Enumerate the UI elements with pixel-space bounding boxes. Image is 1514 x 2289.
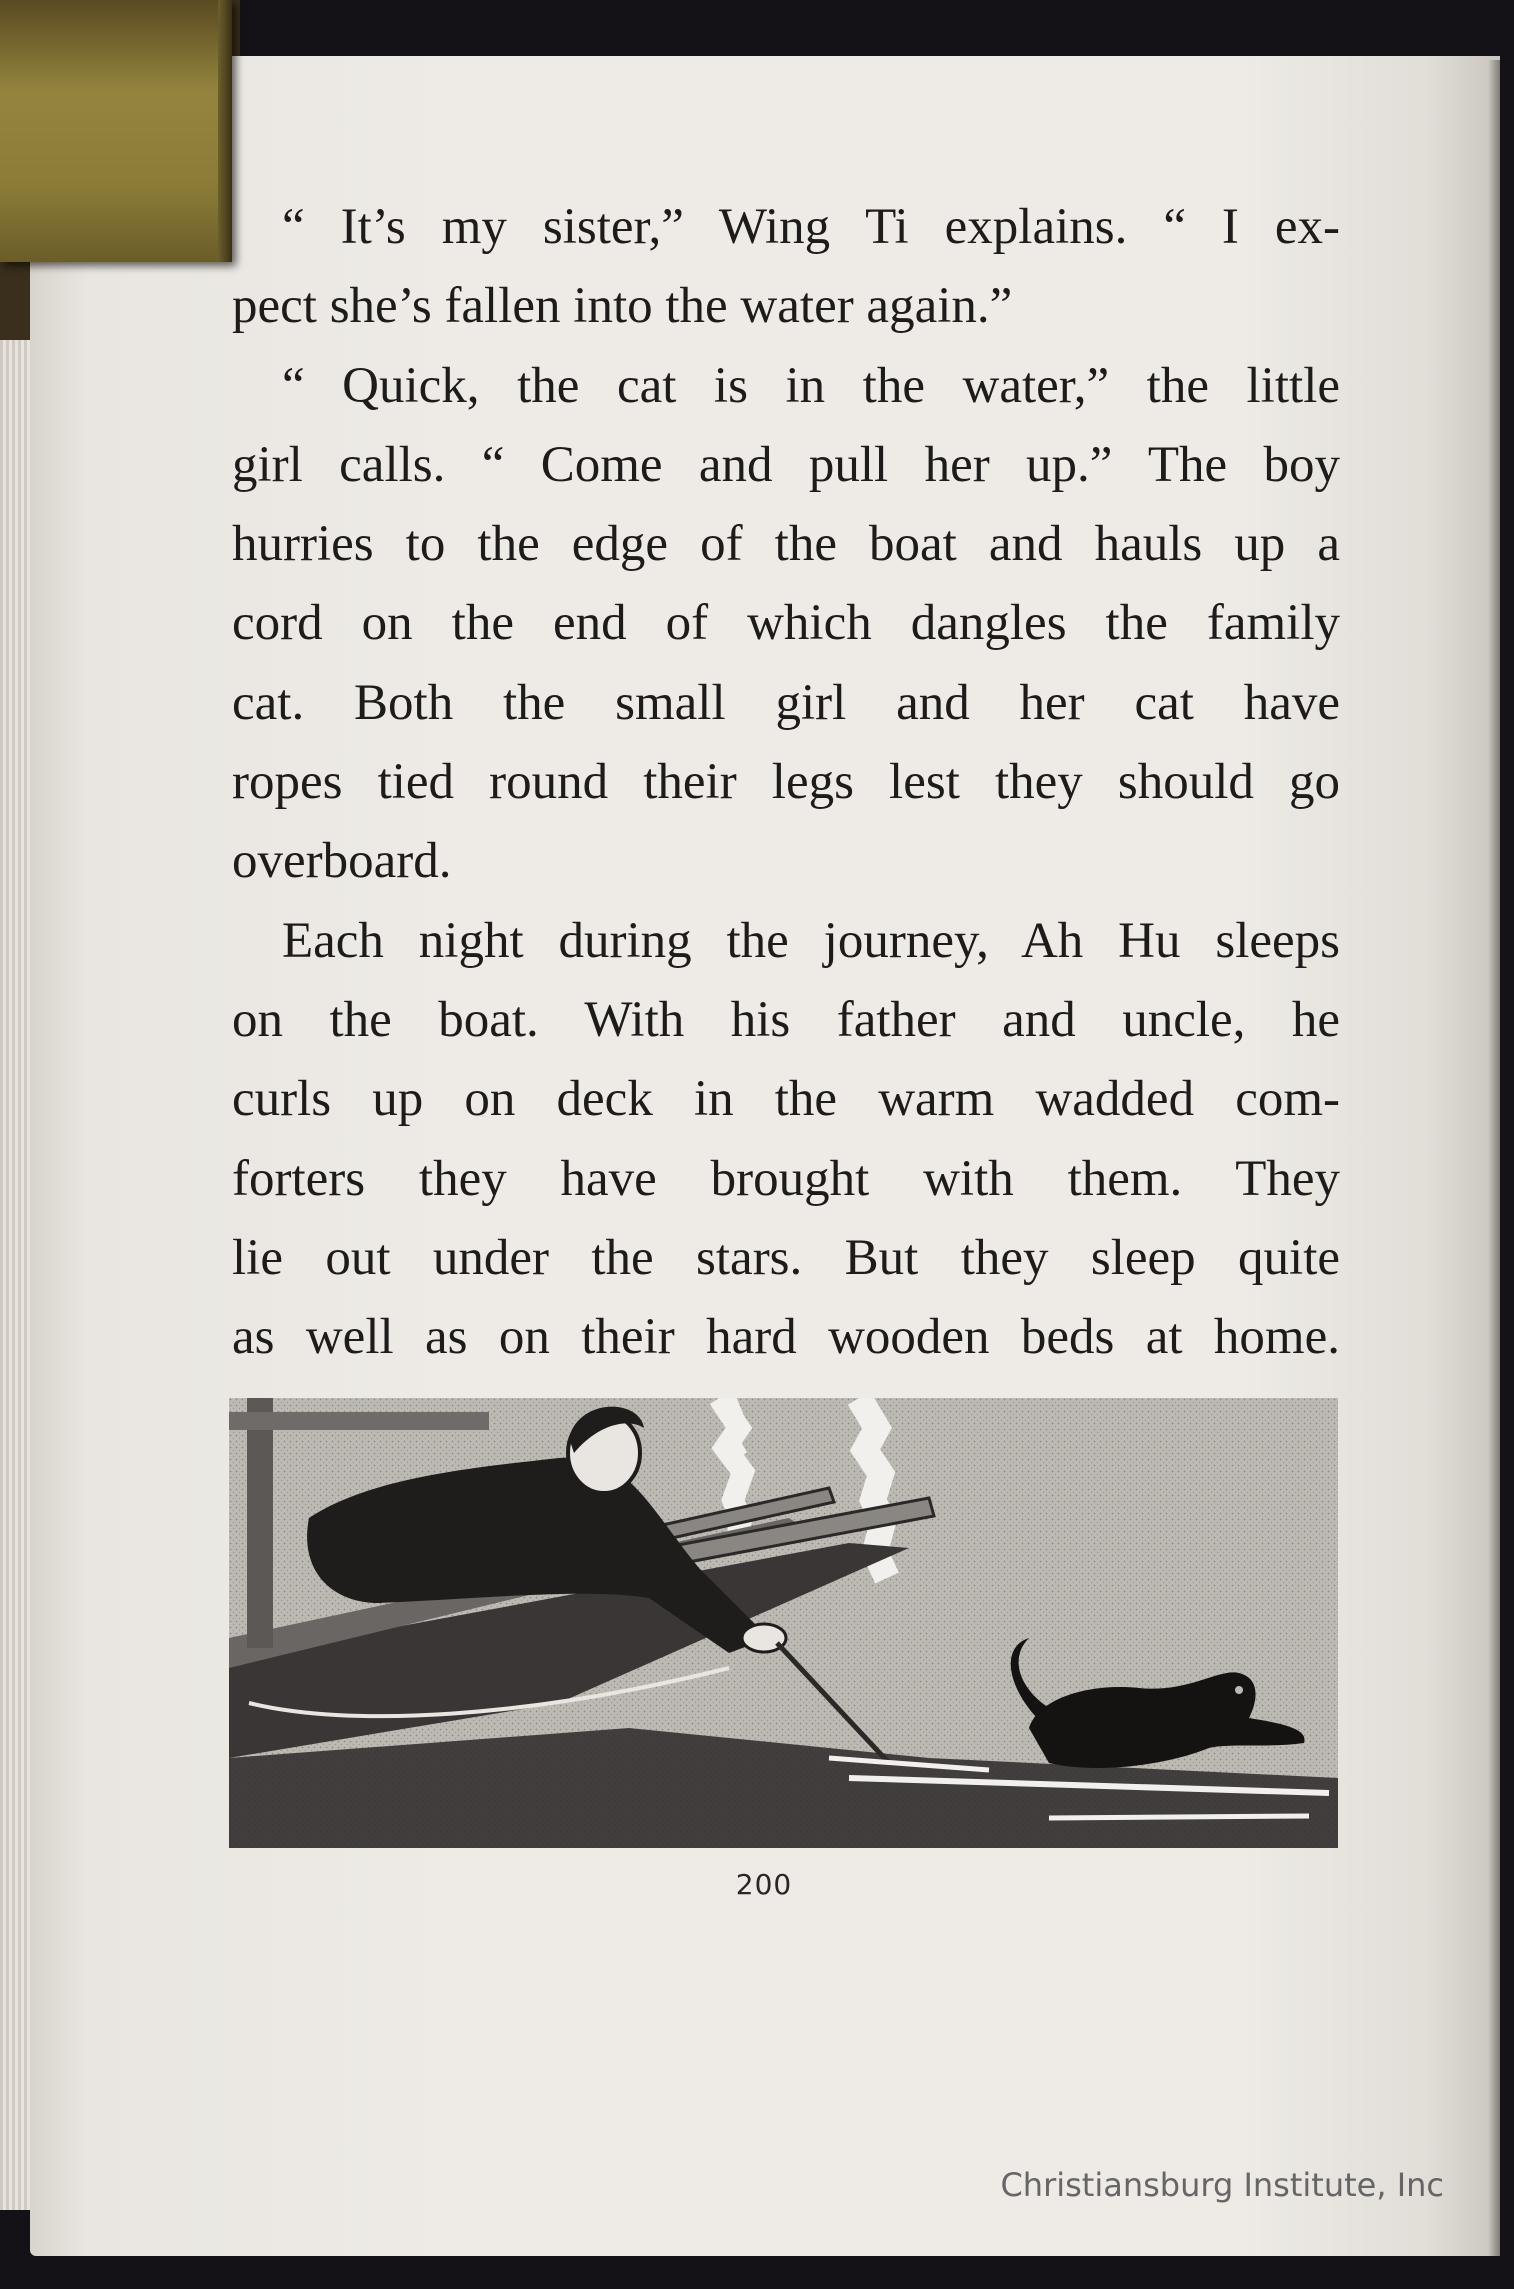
text-line: Each night during the journey, Ah Hu sleeps [282, 912, 1340, 969]
text-line: hurries to the edge of the boat and hauls up a [232, 516, 1340, 573]
text-line: “ Quick, the cat is in the water,” the little [282, 357, 1340, 414]
text-line: curls up on deck in the warm wadded com- [232, 1071, 1340, 1128]
paragraph [232, 347, 1340, 902]
boat-beam [229, 1412, 489, 1430]
text-line: cord on the end of which dangles the family [232, 595, 1340, 652]
body-text [232, 188, 1340, 1377]
text-line: overboard. [232, 833, 452, 890]
text-line: ropes tied round their legs lest they should go [232, 754, 1340, 811]
text-line: on the boat. With his father and uncle, he [232, 991, 1340, 1048]
water-highlight [1049, 1816, 1309, 1818]
text-line: girl calls. “ Come and pull her up.” The boy [232, 436, 1340, 493]
cover-edge [218, 0, 232, 262]
paragraph [232, 902, 1340, 1378]
cat-eye [1235, 1686, 1243, 1694]
paragraph [232, 188, 1340, 347]
text-line: as well as on their hard wooden beds at home. [232, 1309, 1340, 1366]
text-line: lie out under the stars. But they sleep quite [232, 1229, 1340, 1286]
text-line: “ It’s my sister,” Wing Ti explains. “ I ex- [282, 199, 1340, 255]
watermark: Christiansburg Institute, Inc [1000, 2166, 1444, 2204]
boat-post [247, 1398, 273, 1648]
boat-cat-illustration [229, 1398, 1338, 1848]
text-line: cat. Both the small girl and her cat have [232, 674, 1340, 731]
text-line: forters they have brought with them. They [232, 1150, 1340, 1207]
page-number: 200 [735, 1868, 793, 1901]
page-right-shadow [1488, 60, 1514, 2260]
gilt-book-cover [0, 0, 232, 262]
text-line: pect she’s fallen into the water again.” [232, 278, 1013, 335]
illustration-drawing [229, 1398, 1338, 1848]
water-reflection [729, 1398, 741, 1456]
